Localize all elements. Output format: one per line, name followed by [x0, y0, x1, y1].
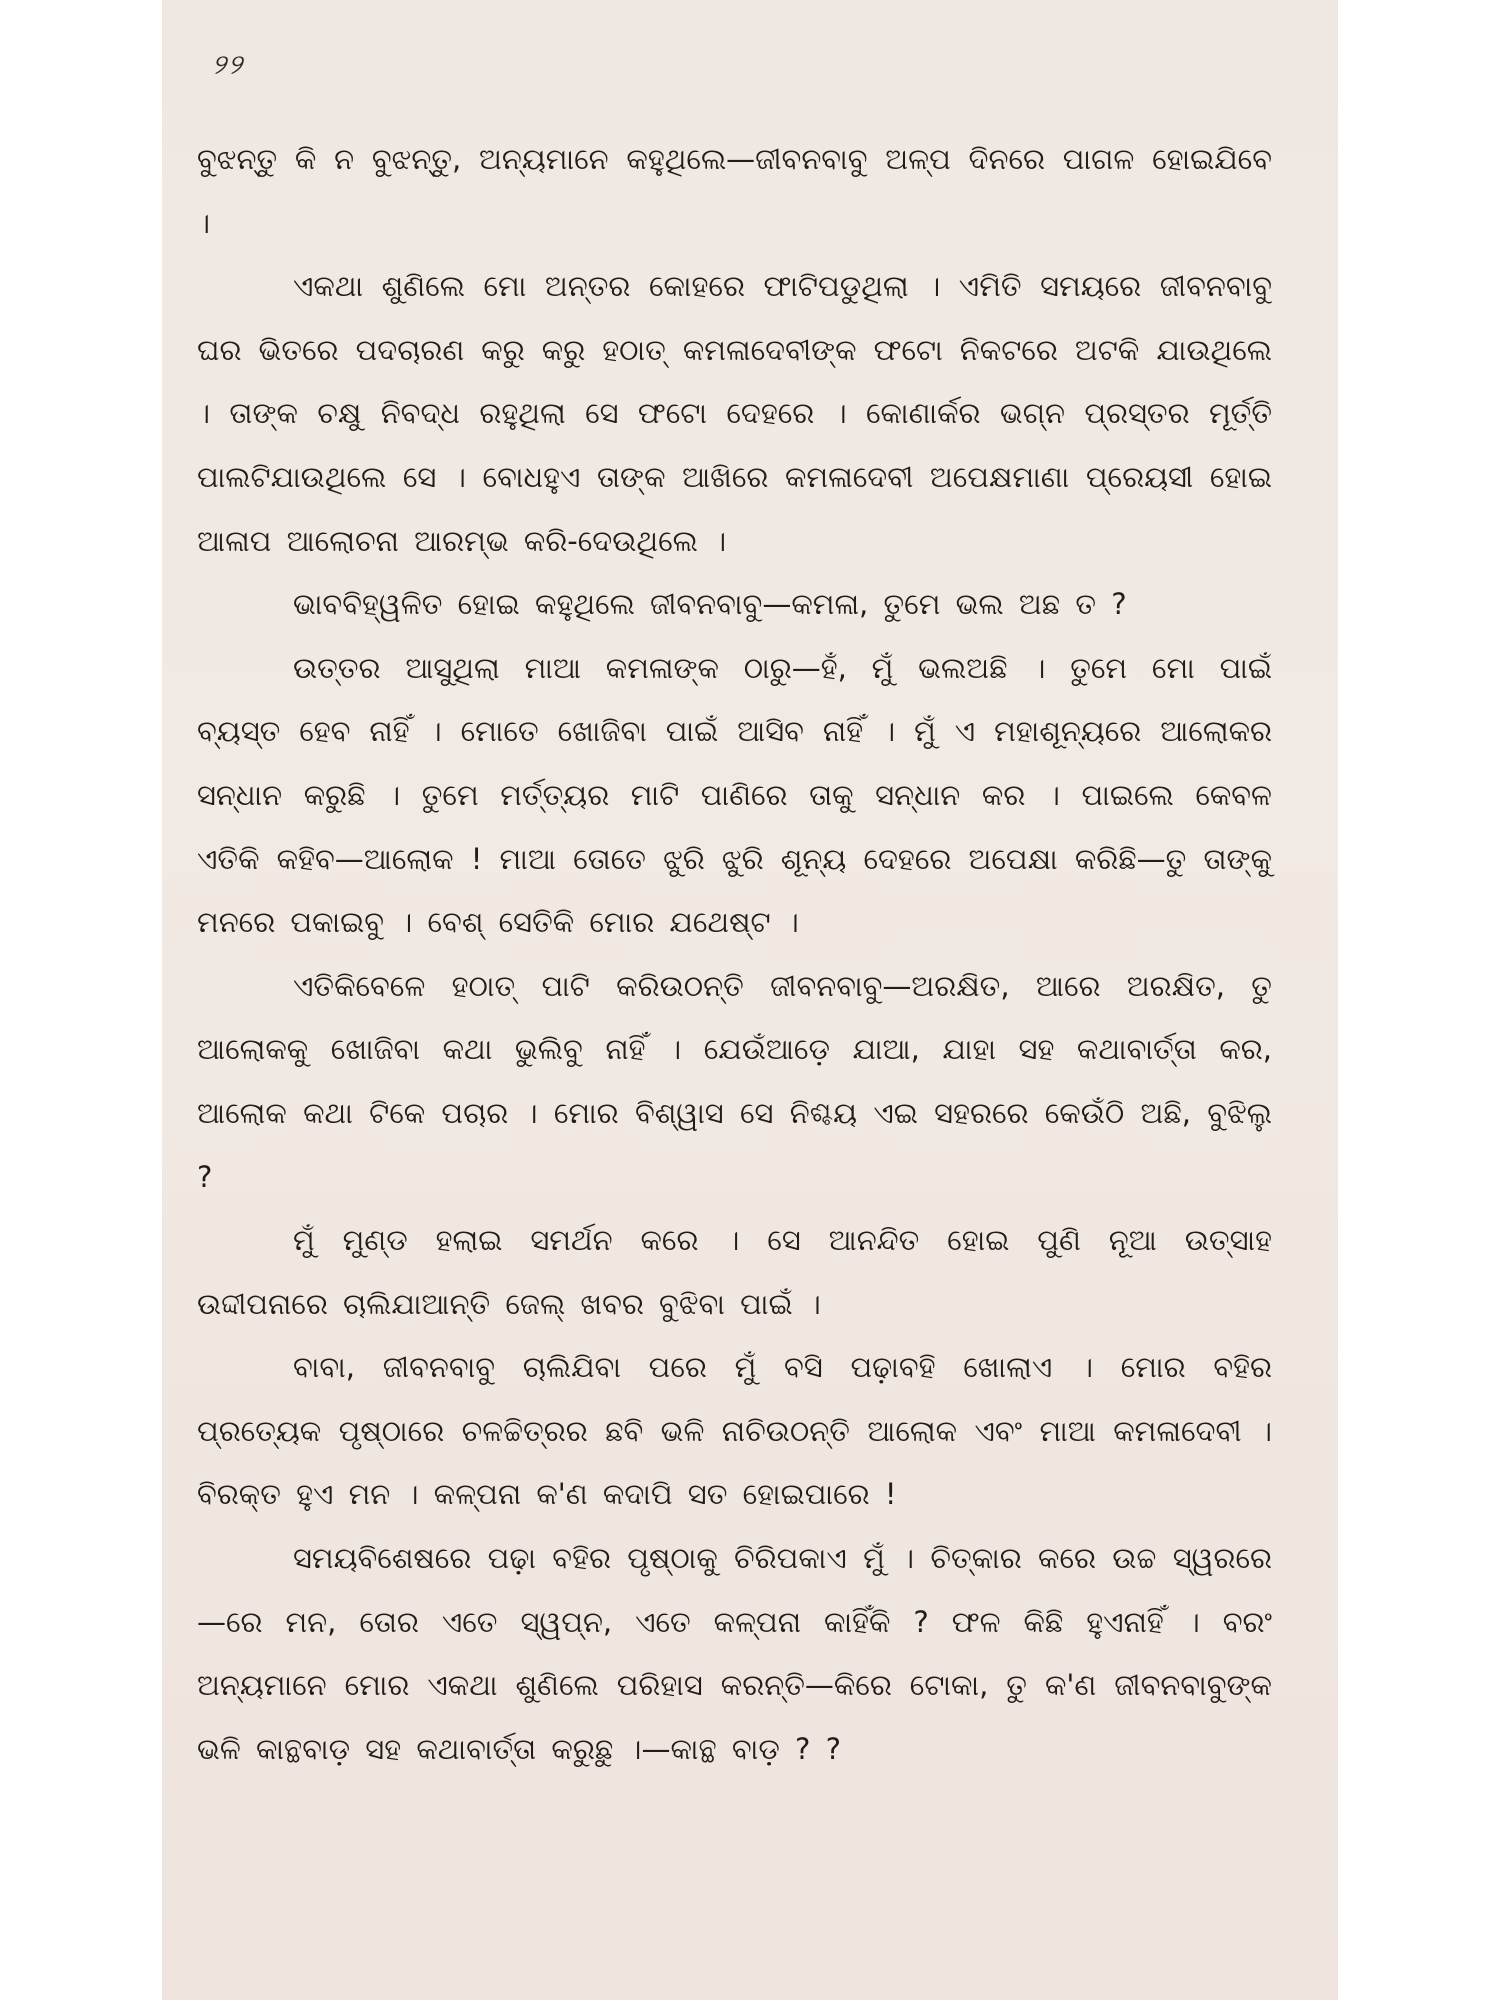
- paragraph-2: ଏକଥା ଶୁଣିଲେ ମୋ ଅନ୍ତର କୋହରେ ଫାଟିପଡୁଥିଲା । ଏମିତି ସମୟରେ ଜୀବନବାବୁ ଘର ଭିତରେ ପଦଚାରଣ କରୁ କରୁ ହଠାତ୍ କମଳାଦେବୀଙ୍କ ଫଟୋ ନିକଟରେ ଅଟକି ଯାଉଥିଲେ । ତାଙ୍କ ଚକ୍ଷୁ ନିବଦ୍ଧ ରହୁଥିଲା ସେ ଫଟୋ ଦେହରେ । କୋଣାର୍କର ଭଗ୍ନ ପ୍ରସ୍ତର ମୂର୍ତ୍ତି ପାଲଟିଯାଉଥିଲେ ସେ । ବୋଧହୁଏ ତାଙ୍କ ଆଖିରେ କମଳାଦେବୀ ଅପେକ୍ଷମାଣା ପ୍ରେୟସୀ ହୋଇ ଆଳାପ ଆଲୋଚନା ଆରମ୍ଭ କରି-ଦେଉଥିଲେ ।: [197, 269, 1272, 558]
- book-page: [162, 0, 1338, 2000]
- paragraph-5: ଏତିକିବେଳେ ହଠାତ୍ ପାଟି କରିଉଠନ୍ତି ଜୀବନବାବୁ—ଅରକ୍ଷିତ, ଆରେ ଅରକ୍ଷିତ, ତୁ ଆଲୋକକୁ ଖୋଜିବା କଥା ଭୁଲିବୁ ନାହିଁ । ଯେଉଁଆଡ଼େ ଯାଆ, ଯାହା ସହ କଥାବାର୍ତ୍ତା କର, ଆଲୋକ କଥା ଟିକେ ପଚାର । ମୋର ବିଶ୍ୱାସ ସେ ନିଶ୍ଚୟ ଏଇ ସହରରେ କେଉଁଠି ଅଛି, ବୁଝିଲୁ ?: [197, 968, 1272, 1194]
- paragraph-6: ମୁଁ ମୁଣ୍ଡ ହଲାଇ ସମର୍ଥନ କରେ । ସେ ଆନନ୍ଦିତ ହୋଇ ପୁଣି ନୂଆ ଉତ୍ସାହ ଉଦ୍ଦୀପନାରେ ଚାଲିଯାଆନ୍ତି ଜେଲ୍ ଖବର ବୁଝିବା ପାଇଁ ।: [197, 1223, 1272, 1321]
- paragraph-3: ଭାବବିହ୍ୱଳିତ ହୋଇ କହୁଥିଲେ ଜୀବନବାବୁ—କମଳା, ତୁମେ ଭଲ ଅଛ ତ ?: [293, 587, 1127, 622]
- page-text: [197, 128, 1272, 1781]
- paragraph-8: ସମୟବିଶେଷରେ ପଢ଼ା ବହିର ପୃଷ୍ଠାକୁ ଚିରିପକାଏ ମୁଁ । ଚିତ୍କାର କରେ ଉଚ୍ଚ ସ୍ୱରରେ—ରେ ମନ, ତୋର ଏତେ ସ୍ୱପ୍ନ, ଏତେ କଳ୍ପନା କାହିଁକି ? ଫଳ କିଛି ହୁଏନାହିଁ । ବରଂ ଅନ୍ୟମାନେ ମୋର ଏକଥା ଶୁଣିଲେ ପରିହାସ କରନ୍ତି—କିରେ ଟୋକା, ତୁ କ'ଣ ଜୀବନବାବୁଙ୍କ ଭଳି କାନ୍ଥବାଡ଼ ସହ କଥାବାର୍ତ୍ତା କରୁଛୁ ।—କାନ୍ଥ ବାଡ଼ ? ?: [197, 1541, 1272, 1766]
- paragraph-7: ବାବା, ଜୀବନବାବୁ ଚାଲିଯିବା ପରେ ମୁଁ ବସି ପଢ଼ାବହି ଖୋଲାଏ । ମୋର ବହିର ପ୍ରତ୍ୟେକ ପୃଷ୍ଠାରେ ଚଳଚ୍ଚିତ୍ରର ଛବି ଭଳି ନାଚିଉଠନ୍ତି ଆଲୋକ ଏବଂ ମାଆ କମଳାଦେବୀ । ବିରକ୍ତ ହୁଏ ମନ । କଳ୍ପନା କ'ଣ କଦାପି ସତ ହୋଇପାରେ !: [197, 1350, 1272, 1512]
- paragraph-4: ଉତ୍ତର ଆସୁଥିଲା ମାଆ କମଳାଙ୍କ ଠାରୁ—ହଁ, ମୁଁ ଭଲଅଛି । ତୁମେ ମୋ ପାଇଁ ବ୍ୟସ୍ତ ହେବ ନାହିଁ । ମୋତେ ଖୋଜିବା ପାଇଁ ଆସିବ ନାହିଁ । ମୁଁ ଏ ମହାଶୂନ୍ୟରେ ଆଲୋକର ସନ୍ଧାନ କରୁଛି । ତୁମେ ମର୍ତ୍ତ୍ୟର ମାଟି ପାଣିରେ ତାକୁ ସନ୍ଧାନ କର । ପାଇଲେ କେବଳ ଏତିକି କହିବ—ଆଲୋକ ! ମାଆ ତୋତେ ଝୁରି ଝୁରି ଶୂନ୍ୟ ଦେହରେ ଅପେକ୍ଷା କରିଛି—ତୁ ତାଙ୍କୁ ମନରେ ପକାଇବୁ । ବେଶ୍ ସେତିକି ମୋର ଯଥେଷ୍ଟ ।: [197, 650, 1272, 940]
- paragraph-1: ବୁଝନ୍ତୁ କି ନ ବୁଝନ୍ତୁ, ଅନ୍ୟମାନେ କହୁଥିଲେ—ଜୀବନବାବୁ ଅଳ୍ପ ଦିନରେ ପାଗଳ ହୋଇଯିବେ ।: [197, 142, 1272, 240]
- page-number: ୨୨: [212, 48, 244, 81]
